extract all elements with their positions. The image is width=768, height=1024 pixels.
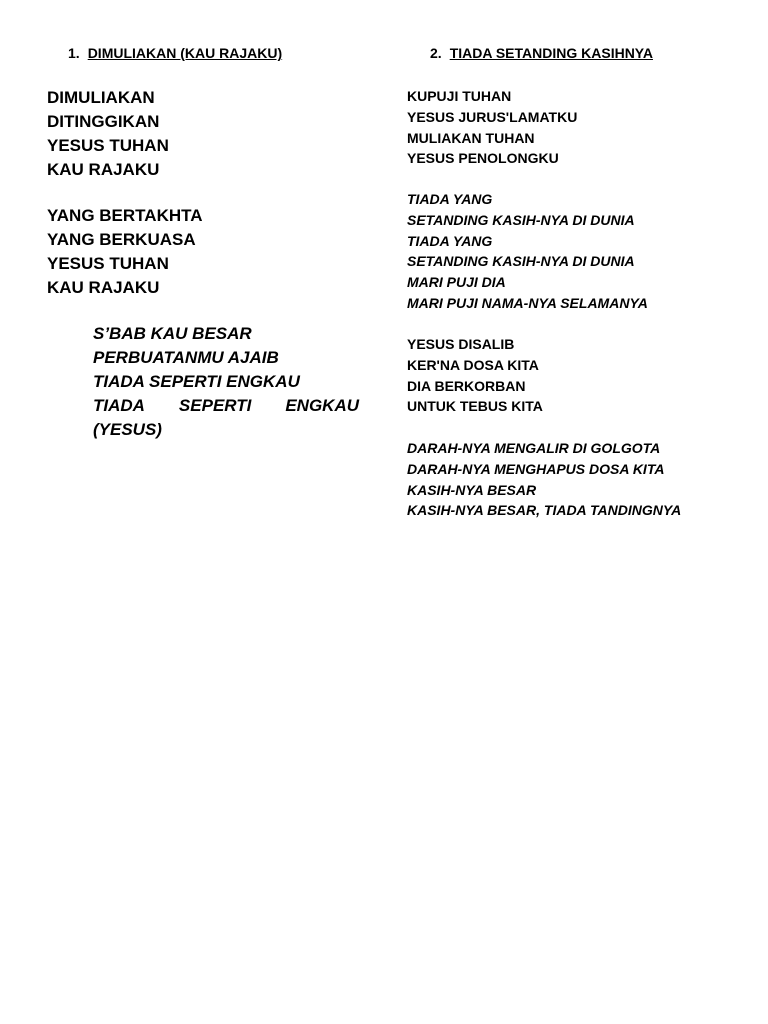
lyric-line: DIMULIAKAN [47, 88, 155, 107]
song2-number: 2. [430, 45, 442, 61]
song2-chorus-2 [407, 438, 681, 521]
lyric-line: KASIH-NYA BESAR [407, 481, 537, 498]
song2-verse-1 [407, 86, 577, 169]
song2-title: TIADA SETANDING KASIHNYA [449, 45, 653, 61]
lyric-line: DITINGGIKAN [47, 112, 160, 131]
lyric-line: YESUS TUHAN [47, 254, 169, 273]
lyric-word: ENGKAU [285, 396, 359, 415]
lyric-line: YESUS TUHAN [47, 136, 169, 155]
lyric-line: (YESUS) [93, 420, 162, 439]
lyric-word: TIADA [93, 396, 145, 415]
lyric-line: KUPUJI TUHAN [407, 88, 512, 104]
lyric-line: DARAH-NYA MENGALIR DI GOLGOTA [407, 440, 661, 456]
lyric-line: TIADA YANG [407, 232, 493, 249]
lyric-line: SETANDING KASIH-NYA DI DUNIA [407, 211, 635, 228]
song1-verse-1 [47, 86, 169, 182]
song2-heading [430, 45, 653, 61]
lyric-line: SETANDING KASIH-NYA DI DUNIA [407, 253, 635, 270]
song1-number: 1. [68, 45, 80, 61]
lyric-line: YANG BERTAKHTA [47, 206, 203, 225]
lyric-word: SEPERTI [178, 396, 252, 415]
song2-verse-2 [407, 334, 543, 417]
lyric-line: MARI PUJI NAMA-NYA SELAMANYA [407, 294, 648, 311]
lyric-line: DARAH-NYA MENGHAPUS DOSA KITA [407, 460, 665, 477]
song1-heading [68, 45, 282, 61]
song1-chorus [93, 322, 359, 442]
song1-title: DIMULIAKAN (KAU RAJAKU) [87, 45, 283, 61]
lyric-line: KASIH-NYA BESAR, TIADA TANDINGNYA [407, 502, 682, 519]
lyric-line: MARI PUJI DIA [407, 274, 506, 291]
lyric-line: PERBUATANMU AJAIB [93, 348, 279, 367]
lyric-line: KAU RAJAKU [47, 160, 160, 179]
lyric-line: DIA BERKORBAN [407, 377, 526, 394]
lyric-line: YESUS JURUS'LAMATKU [407, 108, 578, 125]
song1-verse-2 [47, 204, 203, 300]
lyric-line: MULIAKAN TUHAN [407, 129, 535, 146]
song2-chorus-1 [407, 189, 648, 314]
lyric-line: KAU RAJAKU [47, 278, 160, 297]
lyric-line: UNTUK TEBUS KITA [407, 398, 543, 415]
lyric-line-justified [93, 394, 359, 418]
lyric-line: YESUS DISALIB [407, 336, 515, 352]
lyric-line: KER'NA DOSA KITA [407, 356, 539, 373]
lyric-line: S’BAB KAU BESAR [93, 324, 252, 343]
lyric-line: YANG BERKUASA [47, 230, 196, 249]
lyric-line: YESUS PENOLONGKU [407, 150, 559, 167]
lyric-line: TIADA YANG [407, 191, 493, 207]
lyric-line: TIADA SEPERTI ENGKAU [93, 372, 300, 391]
